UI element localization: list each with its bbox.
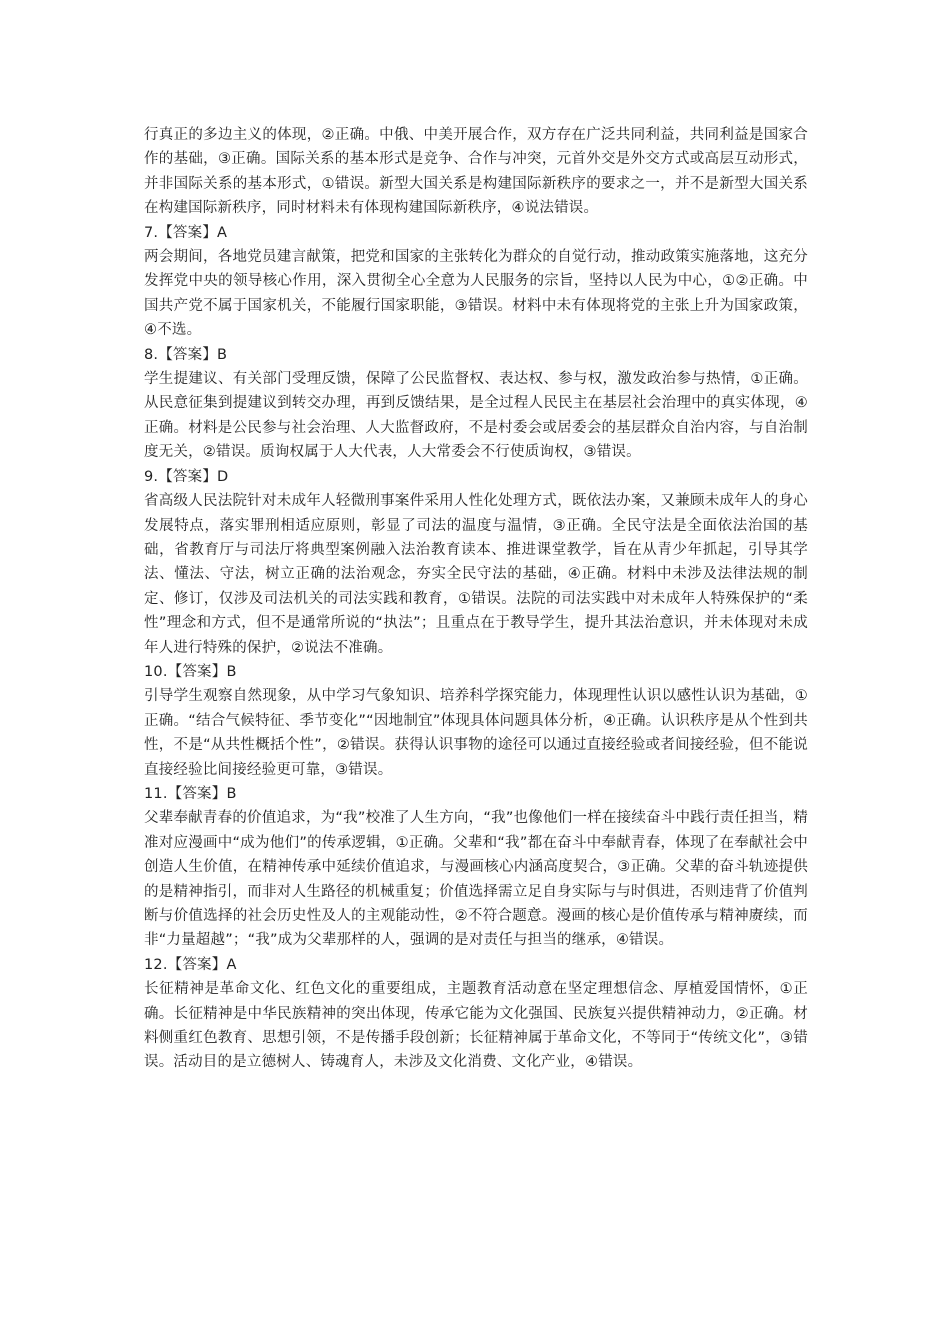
answer-heading-11: 11.【答案】B	[144, 785, 237, 802]
answer-heading-8: 8.【答案】B	[144, 346, 228, 363]
explanation-paragraph: 行真正的多边主义的体现，②正确。中俄、中美开展合作，双方存在广泛共同利益，共同利益是国家合作的基础，③正确。国际关系的基本形式是竞争、合作与冲突，元首外交是外交方式或高层互动形式，并非国际关系的基本形式，①错误。新型大国关系是构建国际新秩序的要求之一，并不是新型大国关系在构建国际新秩序，同时材料未有体现构建国际新秩序，④说法错误。	[144, 127, 808, 217]
answer-heading-7: 7.【答案】A	[144, 224, 228, 241]
explanation-paragraph-11: 父辈奉献青春的价值追求，为“我”校准了人生方向，“我”也像他们一样在接续奋斗中践行责任担当，精准对应漫画中“成为他们”的传承逻辑，①正确。父辈和“我”都在奋斗中奉献青春，体现了在奉献社会中创造人生价值，在精神传承中延续价值追求，与漫画核心内涵高度契合，③正确。父辈的奋斗轨迹提供的是精神指引，而非对人生路径的机械重复；价值选择需立足自身实际与与时俱进，否则违背了价值判断与价值选择的社会历史性及人的主观能动性，②不符合题意。漫画的核心是价值传承与精神赓续，而非“力量超越”；“我”成为父辈那样的人，强调的是对责任与担当的继承，④错误。	[144, 810, 808, 949]
document-page	[144, 123, 808, 1075]
explanation-paragraph-9: 省高级人民法院针对未成年人轻微刑事案件采用人性化处理方式，既依法办案，又兼顾未成年人的身心发展特点，落实罪刑相适应原则，彰显了司法的温度与温情，③正确。全民守法是全面依法治国的基础，省教育厅与司法厅将典型案例融入法治教育读本、推进课堂教学，旨在从青少年抓起，引导其学法、懂法、守法，树立正确的法治观念，夯实全民守法的基础，④正确。材料中未涉及法律法规的制定、修订，仅涉及司法机关的司法实践和教育，①错误。法院的司法实践中对未成年人特殊保护的“柔性”理念和方式，但不是通常所说的“执法”；且重点在于教导学生，提升其法治意识，并未体现对未成年人进行特殊的保护，②说法不准确。	[144, 493, 808, 656]
explanation-paragraph-8: 学生提建议、有关部门受理反馈，保障了公民监督权、表达权、参与权，激发政治参与热情，①正确。从民意征集到提建议到转交办理，再到反馈结果，是全过程人民民主在基层社会治理中的真实体现，④正确。材料是公民参与社会治理、人大监督政府，不是村委会或居委会的基层群众自治内容，与自治制度无关，②错误。质询权属于人大代表，人大常委会不行使质询权，③错误。	[144, 371, 808, 461]
answer-heading-9: 9.【答案】D	[144, 468, 229, 485]
explanation-paragraph-7: 两会期间，各地党员建言献策，把党和国家的主张转化为群众的自觉行动，推动政策实施落地，这充分发挥党中央的领导核心作用，深入贯彻全心全意为人民服务的宗旨，坚持以人民为中心，①②正确。中国共产党不属于国家机关，不能履行国家职能，③错误。材料中未有体现将党的主张上升为国家政策，④不选。	[144, 249, 808, 339]
answer-heading-12: 12.【答案】A	[144, 956, 237, 973]
answer-heading-10: 10.【答案】B	[144, 663, 237, 680]
explanation-paragraph-10: 引导学生观察自然现象，从中学习气象知识、培养科学探究能力，体现理性认识以感性认识为基础，①正确。“结合气候特征、季节变化”“因地制宜”体现具体问题具体分析，④正确。认识秩序是从个性到共性，不是“从共性概括个性”，②错误。获得认识事物的途径可以通过直接经验或者间接经验，但不能说直接经验比间接经验更可靠，③错误。	[144, 688, 808, 778]
explanation-paragraph-12: 长征精神是革命文化、红色文化的重要组成，主题教育活动意在坚定理想信念、厚植爱国情怀，①正确。长征精神是中华民族精神的突出体现，传承它能为文化强国、民族复兴提供精神动力，②正确。材料侧重红色教育、思想引领，不是传播手段创新；长征精神属于革命文化，不等同于“传统文化”，③错误。活动目的是立德树人、铸魂育人，未涉及文化消费、文化产业，④错误。	[144, 981, 808, 1071]
